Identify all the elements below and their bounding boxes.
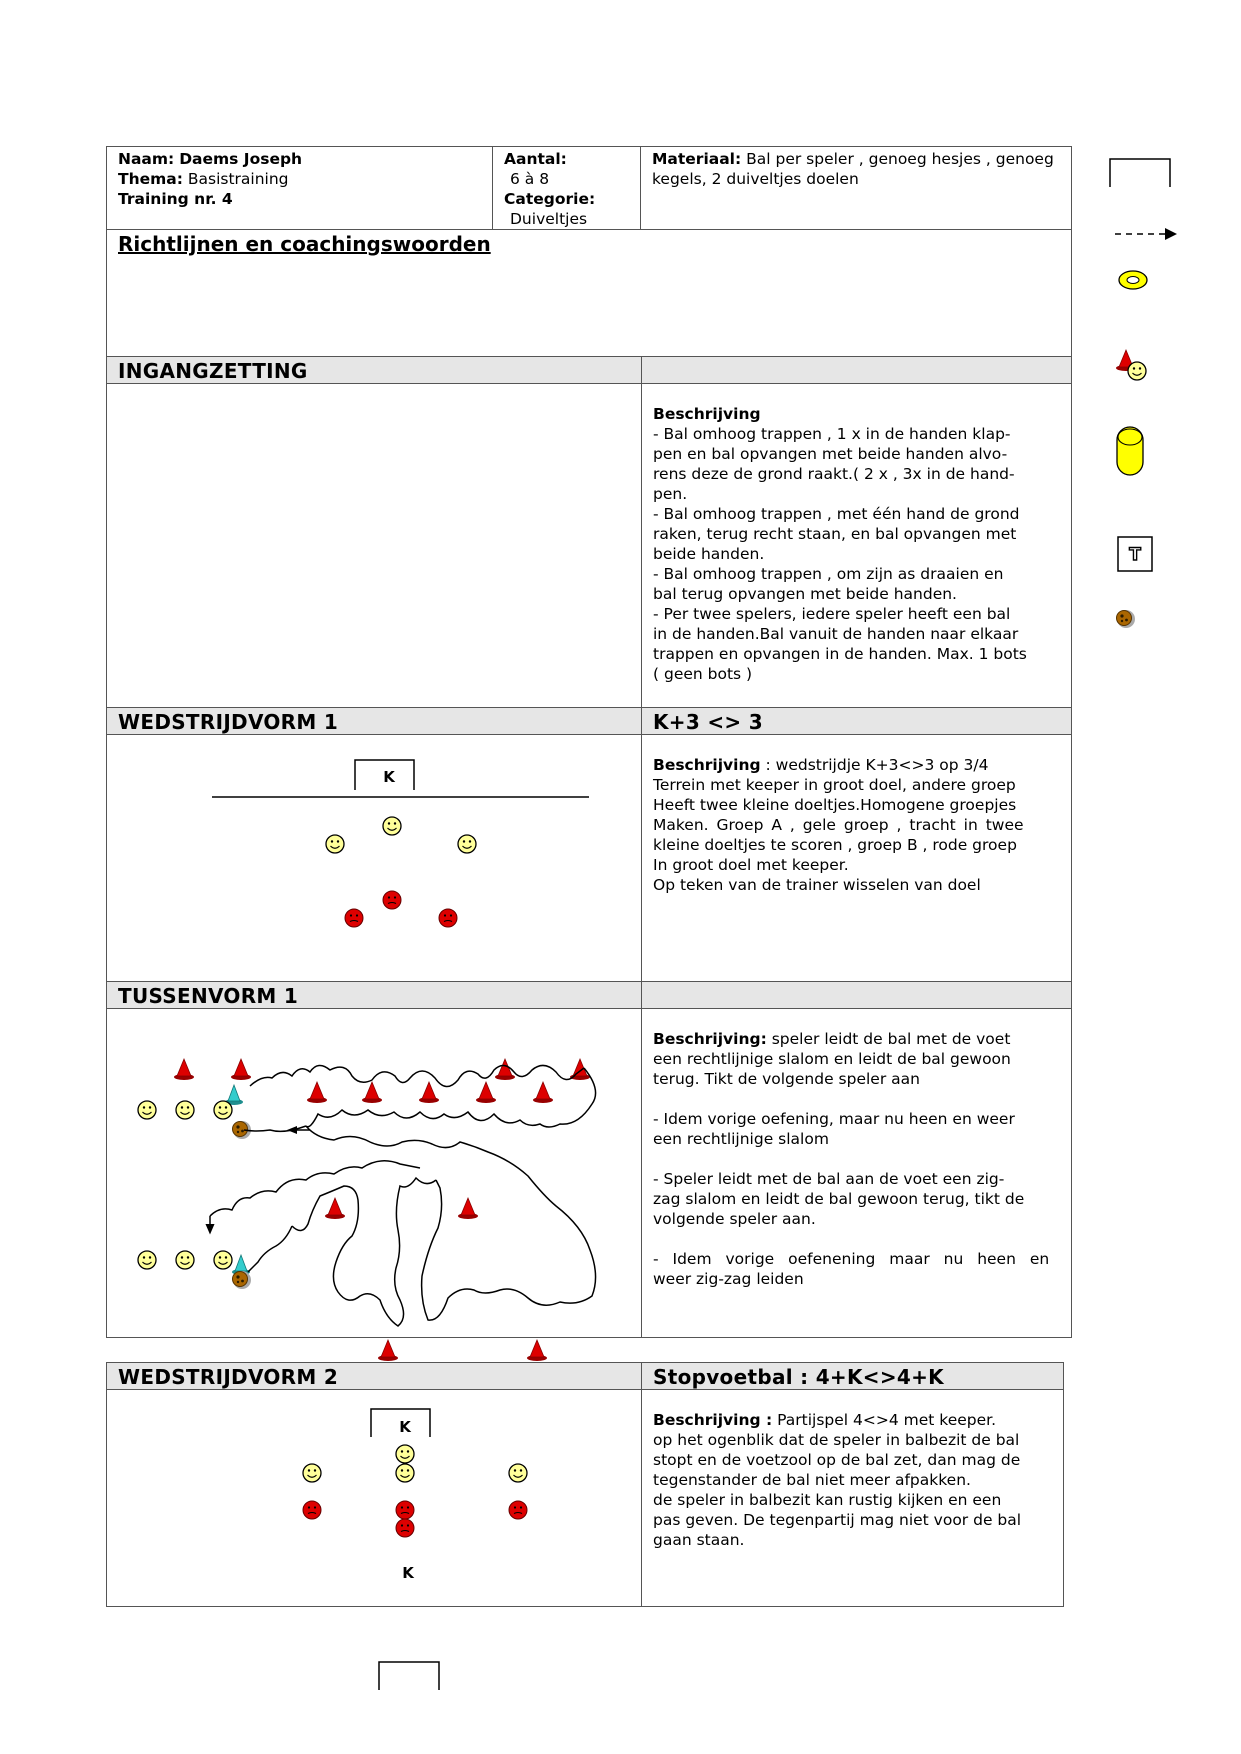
- categorie-label: Categorie:: [504, 190, 596, 208]
- wedstrijdvorm2-desc-line: op het ogenblik dat de speler in balbezit de bal: [653, 1431, 1020, 1449]
- wedstrijdvorm1-desc-line: In groot doel met keeper.: [653, 856, 849, 874]
- tussenvorm1-desc-line: een rechtlijnige slalom: [653, 1130, 829, 1148]
- aantal-label: Aantal:: [504, 150, 567, 168]
- ingangzetting-desc-line: beide handen.: [653, 545, 765, 563]
- ingangzetting-desc-line: - Per twee spelers, iedere speler heeft een bal: [653, 605, 1011, 623]
- ingangzetting-desc-line: bal terug opvangen met beide handen.: [653, 585, 957, 603]
- cone: [231, 1059, 251, 1080]
- red-player: [383, 891, 401, 909]
- legend-ring-marker-icon: [1119, 271, 1147, 289]
- tussenvorm1-desc-first: speler leidt de bal met de voet: [766, 1030, 1011, 1048]
- yellow-player: [214, 1101, 232, 1119]
- ingangzetting-title: INGANGZETTING: [106, 356, 642, 384]
- wedstrijdvorm1-desc-first: : wedstrijdje K+3<>3 op 3/4: [760, 756, 989, 774]
- naam-label: Naam:: [118, 150, 175, 168]
- wedstrijdvorm2-desc-line: de speler in balbezit kan rustig kijken en een: [653, 1491, 1002, 1509]
- cone: [527, 1340, 547, 1361]
- red-player: [345, 909, 363, 927]
- wedstrijdvorm2-desc-line: pas geven. De tegenpartij mag niet voor de bal: [653, 1511, 1022, 1529]
- tussenvorm1-desc-line: zag slalom en leidt de bal gewoon terug, tikt de: [653, 1190, 1025, 1208]
- yellow-player: [383, 817, 401, 835]
- wedstrijdvorm1-desc-label: Beschrijving: [653, 756, 761, 774]
- cone: [325, 1198, 345, 1219]
- red-player: [396, 1501, 414, 1519]
- yellow-player: [326, 835, 344, 853]
- tussenvorm1-desc-line: - Idem vorige oefenening maar nu heen en: [653, 1250, 1050, 1268]
- cone: [533, 1082, 553, 1103]
- ingangzetting-desc-line: rens deze de grond raakt.( 2 x , 3x in de hand-: [653, 465, 1015, 483]
- yellow-player: [138, 1101, 156, 1119]
- legend-tube-icon: [1117, 427, 1143, 475]
- wedstrijdvorm2-right-title: Stopvoetbal : 4+K<>4+K: [641, 1362, 1064, 1390]
- wedstrijdvorm1-diagram: [212, 760, 589, 927]
- thema-label: Thema:: [118, 170, 183, 188]
- wedstrijdvorm1-desc-line: kleine doeltjes te scoren , groep B , rode groep: [653, 836, 1017, 854]
- ingangzetting-desc-line: ( geen bots ): [653, 665, 753, 683]
- cone: [476, 1082, 496, 1103]
- legend-trainer-icon: [1118, 537, 1152, 571]
- yellow-player: [176, 1251, 194, 1269]
- cone: [307, 1082, 327, 1103]
- ingangzetting-desc-line: pen.: [653, 485, 688, 503]
- wedstrijdvorm2-desc-label: Beschrijving :: [653, 1411, 773, 1429]
- cone: [362, 1082, 382, 1103]
- red-player: [509, 1501, 527, 1519]
- bottom-goal: [379, 1662, 439, 1690]
- dribble-paths: [210, 1065, 596, 1326]
- yellow-player: [138, 1251, 156, 1269]
- cone: [419, 1082, 439, 1103]
- ingangzetting-desc-line: - Bal omhoog trappen , om zijn as draaien en: [653, 565, 1004, 583]
- wedstrijdvorm1-desc-line: Terrein met keeper in groot doel, andere groep: [653, 776, 1016, 794]
- legend-ball-icon: [1117, 610, 1136, 628]
- yellow-player: [176, 1101, 194, 1119]
- tussenvorm1-diagram: [138, 1059, 596, 1326]
- cone: [378, 1340, 398, 1361]
- ingangzetting-desc-line: pen en bal opvangen met beide handen alvo-: [653, 445, 1008, 463]
- tussenvorm1-title: TUSSENVORM 1: [106, 981, 642, 1009]
- cone: [458, 1198, 478, 1219]
- wedstrijdvorm2-title: WEDSTRIJDVORM 2: [106, 1362, 642, 1390]
- ingangzetting-desc-line: - Bal omhoog trappen , met één hand de grond: [653, 505, 1020, 523]
- legend: [1110, 159, 1177, 628]
- wedstrijdvorm2-desc-line: gaan staan.: [653, 1531, 745, 1549]
- wedstrijdvorm1-desc-line: Maken. Groep A , gele groep , tracht in twee: [653, 816, 1024, 834]
- legend-dashed-arrow-icon: [1115, 228, 1177, 240]
- red-player: [439, 909, 457, 927]
- tussenvorm1-desc-line: een rechtlijnige slalom en leidt de bal gewoon: [653, 1050, 1011, 1068]
- yellow-player: [303, 1464, 321, 1482]
- legend-goal-icon: [1110, 159, 1170, 187]
- legend-cone-player-icon: [1116, 350, 1146, 380]
- tussenvorm1-desc-label: Beschrijving:: [653, 1030, 767, 1048]
- red-player: [303, 1501, 321, 1519]
- tussenvorm1-desc-line: - Speler leidt met de bal aan de voet een zig-: [653, 1170, 1005, 1188]
- yellow-player: [458, 835, 476, 853]
- ingangzetting-desc-line: in de handen.Bal vanuit de handen naar elkaar: [653, 625, 1019, 643]
- ball: [233, 1271, 252, 1289]
- tussenvorm1-desc-line: weer zig-zag leiden: [653, 1270, 804, 1288]
- yellow-player: [396, 1464, 414, 1482]
- materiaal-value: Bal per speler , genoeg hesjes , genoeg kegels, 2 duiveltjes doelen: [652, 150, 1054, 188]
- yellow-player: [396, 1445, 414, 1463]
- training-label: Training nr. 4: [118, 190, 233, 208]
- keeper-label: K: [383, 768, 395, 786]
- ingangzetting-desc-line: - Bal omhoog trappen , 1 x in de handen klap-: [653, 425, 1011, 443]
- wedstrijdvorm1-desc-line: Heeft twee kleine doeltjes.Homogene groepjes: [653, 796, 1017, 814]
- wedstrijdvorm1-right-title: K+3 <> 3: [641, 707, 1072, 735]
- materiaal-label: Materiaal:: [652, 150, 742, 168]
- wedstrijdvorm2-desc-line: stopt en de voetzool op de bal zet, dan mag de: [653, 1451, 1021, 1469]
- tussenvorm1-desc-line: volgende speler aan.: [653, 1210, 816, 1228]
- top-keeper-label: K: [399, 1418, 411, 1436]
- wedstrijdvorm2-desc-first: Partijspel 4<>4 met keeper.: [772, 1411, 997, 1429]
- thema-value: Basistraining: [187, 170, 289, 188]
- legend-trainer-label: T: [1129, 545, 1141, 565]
- wedstrijdvorm1-desc-line: Op teken van de trainer wisselen van doel: [653, 876, 981, 894]
- ingangzetting-desc-line: raken, terug recht staan, en bal opvangen met: [653, 525, 1017, 543]
- naam-value: Daems Joseph: [179, 150, 303, 168]
- yellow-player: [509, 1464, 527, 1482]
- tussenvorm1-desc-line: - Idem vorige oefening, maar nu heen en weer: [653, 1110, 1015, 1128]
- bottom-keeper-label: K: [402, 1564, 414, 1582]
- ingangzetting-desc-label: Beschrijving: [653, 405, 761, 423]
- ingangzetting-desc-line: trappen en opvangen in de handen. Max. 1 bots: [653, 645, 1027, 663]
- categorie-value: Duiveltjes: [510, 210, 588, 228]
- wedstrijdvorm1-title: WEDSTRIJDVORM 1: [106, 707, 642, 735]
- tussenvorm1-desc-line: terug. Tikt de volgende speler aan: [653, 1070, 920, 1088]
- richtlijnen-title: Richtlijnen en coachingswoorden: [118, 232, 491, 256]
- red-player: [396, 1519, 414, 1537]
- wedstrijdvorm2-diagram: [303, 1409, 527, 1582]
- wedstrijdvorm2-desc-line: tegenstander de bal niet meer afpakken.: [653, 1471, 971, 1489]
- cone: [174, 1059, 194, 1080]
- yellow-player: [214, 1251, 232, 1269]
- aantal-value: 6 à 8: [510, 170, 550, 188]
